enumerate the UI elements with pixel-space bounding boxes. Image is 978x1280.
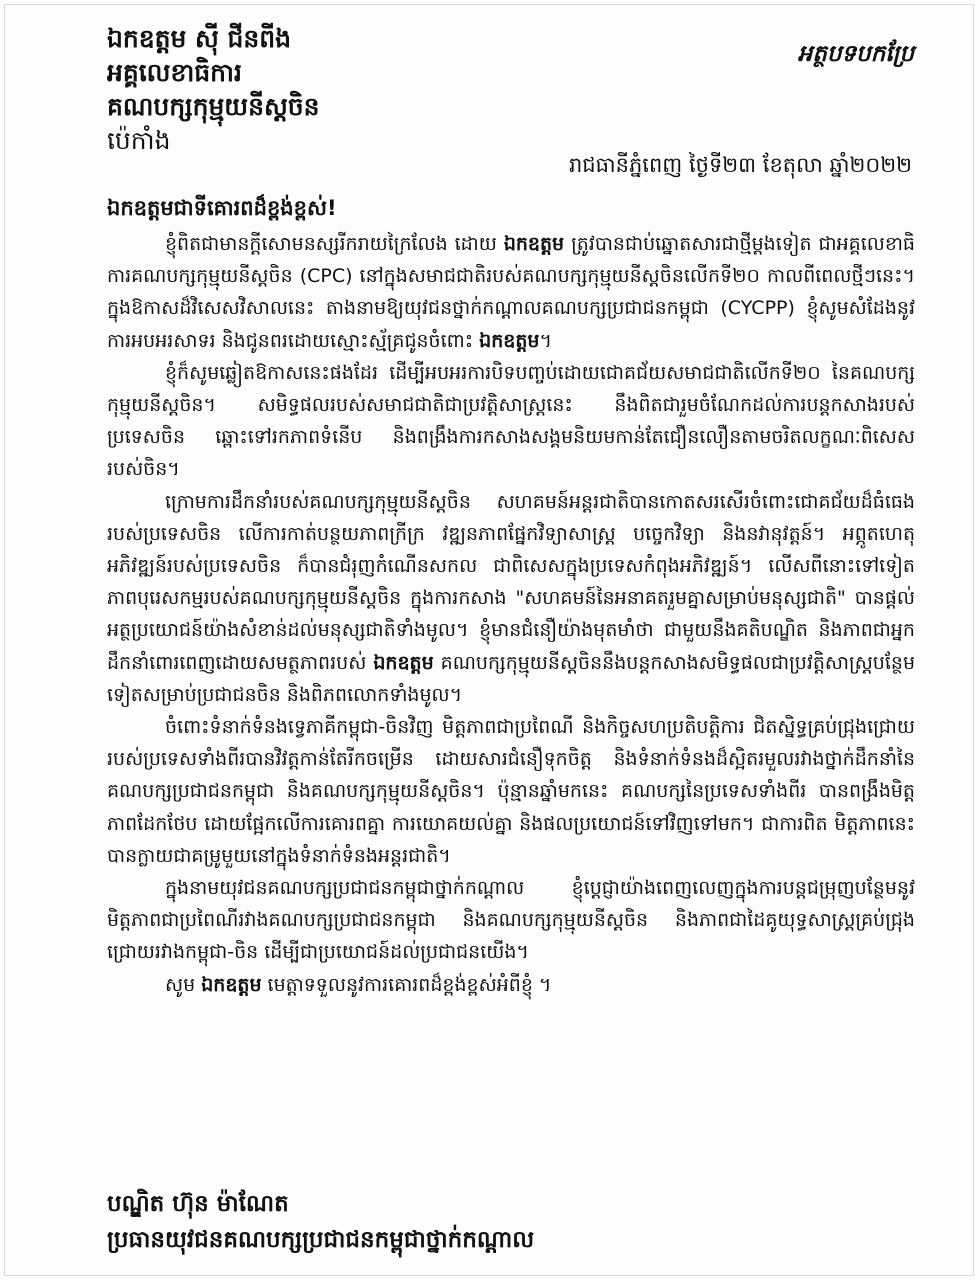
paragraph-1-bold-honorific: ឯកឧត្តម [503,233,565,255]
paragraph-6 [107,969,915,1001]
paragraph-6-text: សូម [165,973,202,996]
addressee-city: ប៉េកាំង [107,126,171,155]
signer-title: ប្រធានយុវជនគណបក្សប្រជាជនកម្ពុជាថ្នាក់កណ្តាល [107,1227,535,1253]
letter-body [107,228,915,1001]
paragraph-1 [107,228,915,357]
signer-name: បណ្ឌិត ហ៊ុន ម៉ាណែត [107,1191,289,1217]
paragraph-6-bold-honorific: ឯកឧត្តម [201,973,262,996]
translation-label: អត្ថបទបកប្រែ [797,41,914,67]
addressee-party: គណបក្សកុម្មុយនីស្តចិន [107,92,320,121]
paragraph-5 [107,872,915,969]
addressee-position: អគ្គលេខាធិការ [107,58,242,87]
paragraph-3-text-cont: គណបក្សកុម្មុយនីស្តចិននឹងបន្តកសាងសមិទ្ធផលជាប្រវត្តិសាស្ត្របន្ថែមទៀតសម្រាប់ប្រជាជនចិន និងពិភពលោកទាំងមូល។ [107,651,916,706]
paragraph-1-text-cont: ត្រូវបានជាប់ឆ្នោតសារជាថ្មីម្តងទៀត ជាអគ្គលេខាធិការគណបក្សកុម្មុយនីស្តចិន (CPC) នៅក្នុងសមាជជាតិរបស់គណបក្សកុម្មុយនីស្តចិនលើកទី២០ កាលពីពេលថ្មីៗនេះ។ ក្នុងឱកាសដ៏វិសេសវិសាលនេះ តាងនាមឱ្យយុវជនថ្នាក់កណ្តាលគណបក្សប្រជាជនកម្ពុជា (CYCPP) ខ្ញុំសូមសំដែងនូវការអបអរសាទរ និងជូនពរដោយស្មោះស្ម័គ្រជូនចំពោះ [107,233,915,352]
paragraph-3 [107,486,915,711]
addressee-block [107,22,320,158]
paragraph-5-text: ក្នុងនាមយុវជនគណបក្សប្រជាជនកម្ពុជាថ្នាក់កណ្តាល ខ្ញុំប្តេជ្ញាយ៉ាងពេញលេញក្នុងការបន្តជម្រុញបន្ថែមនូវមិត្តភាពជាប្រពៃណីរវាងគណបក្សប្រជាជនកម្ពុជា និងគណបក្សកុម្មុយនីស្តចិន និងភាពជាដៃគូយុទ្ធសាស្ត្រគ្រប់ជ្រុងជ្រោយរវាងកម្ពុជា-ចិន ដើម្បីជាប្រយោជន៍ដល់ប្រជាជនយើង។ [107,877,915,964]
paragraph-1-text: ខ្ញុំពិតជាមានក្តីសោមនស្សរីករាយក្រៃលែង ដោយ [165,233,504,255]
paragraph-1-bold-honorific-2: ឯកឧត្តម [479,329,540,352]
addressee-name: ឯកឧត្តម ស៊ី ជីនពីង [107,24,292,53]
paragraph-3-text: ក្រោមការដឹកនាំរបស់គណបក្សកុម្មុយនីស្តចិន សហគមន៍អន្តរជាតិបានកោតសរសើរចំពោះជោគជ័យដ៏ធំធេងរបស់ប្រទេសចិន លើការកាត់បន្ថយភាពក្រីក្រ វឌ្ឍនភាពផ្នែកវិទ្យាសាស្ត្រ បច្ចេកវិទ្យា និងនវានុវត្តន៍។ អព្ភូតហេតុអភិវឌ្ឍន៍របស់ប្រទេសចិន ក៏បានជំរុញកំណើនសកល ជាពិសេសក្នុងប្រទេសកំពុងអភិវឌ្ឍន៍។ លើសពីនោះទៅទៀត ភាពបុរេសកម្មរបស់គណបក្សកុម្មុយនីស្តចិន ក្នុងការកសាង "សហគមន៍នៃអនាគតរួមគ្នាសម្រាប់មនុស្សជាតិ" បានផ្តល់អត្ថប្រយោជន៍យ៉ាងសំខាន់ដល់មនុស្សជាតិទាំងមូល។ ខ្ញុំមានជំនឿយ៉ាងមុតមាំថា ជាមួយនឹងគតិបណ្ឌិត និងភាពជាអ្នកដឹកនាំពោរពេញដោយសមត្ថភាពរបស់ [107,490,915,674]
salutation: ឯកឧត្តមជាទីគោរពដ៏ខ្ពង់ខ្ពស់! [107,196,337,220]
paragraph-3-bold-honorific: ឯកឧត្តម [373,651,434,674]
paragraph-6-text-cont: មេត្តាទទួលនូវការគោរពដ៏ខ្ពង់ខ្ពស់អំពីខ្ញុំ ។ [261,973,552,996]
paragraph-2 [107,357,915,486]
paragraph-1-end: ។ [539,329,552,352]
paragraph-2-text: ខ្ញុំក៏សូមឆ្លៀតឱកាសនេះផងដែរ ដើម្បីអបអរការបិទបញ្ចប់ដោយជោគជ័យសមាជជាតិលើកទី២០ នៃគណបក្សកុម្មុយនីស្តចិន។ សមិទ្ធផលរបស់សមាជជាតិជាប្រវត្តិសាស្ត្រនេះ នឹងពិតជារួមចំណែកដល់ការបន្តកសាងរបស់ប្រទេសចិន ឆ្ពោះទៅរកភាពទំនើប និងពង្រឹងការកសាងសង្គមនិយមកាន់តែជឿនលឿនតាមចរិតលក្ខណៈពិសេសរបស់ចិន។ [107,361,915,481]
letter-date: រាជធានីភ្នំពេញ ថ្ងៃទី២៣ ខែតុលា ឆ្នាំ២០២២ [568,153,912,177]
paragraph-4 [107,711,915,872]
paragraph-4-text: ចំពោះទំនាក់ទំនងទ្វេភាគីកម្ពុជា-ចិនវិញ មិត្តភាពជាប្រពៃណី និងកិច្ចសហប្រតិបត្តិការ ជិតស្និទ្ធគ្រប់ជ្រុងជ្រោយរបស់ប្រទេសទាំងពីរបានវិវត្តកាន់តែរីកចម្រើន ដោយសារជំនឿទុកចិត្ត និងទំនាក់ទំនងដ៏ស្អិតរមួលរវាងថ្នាក់ដឹកនាំនៃគណបក្សប្រជាជនកម្ពុជា និងគណបក្សកុម្មុយនីស្តចិន។ ប៉ុន្មានឆ្នាំមកនេះ គណបក្សនៃប្រទេសទាំងពីរ បានពង្រឹងមិត្តភាពដែកថែប ដោយផ្អែកលើការគោរពគ្នា ការយោគយល់គ្នា និងផលប្រយោជន៍ទៅវិញទៅមក។ ជាការពិត មិត្តភាពនេះ បានក្លាយជាគម្រូមួយនៅក្នុងទំនាក់ទំនងអន្តរជាតិ។ [107,716,915,867]
signature-block [107,1186,534,1258]
